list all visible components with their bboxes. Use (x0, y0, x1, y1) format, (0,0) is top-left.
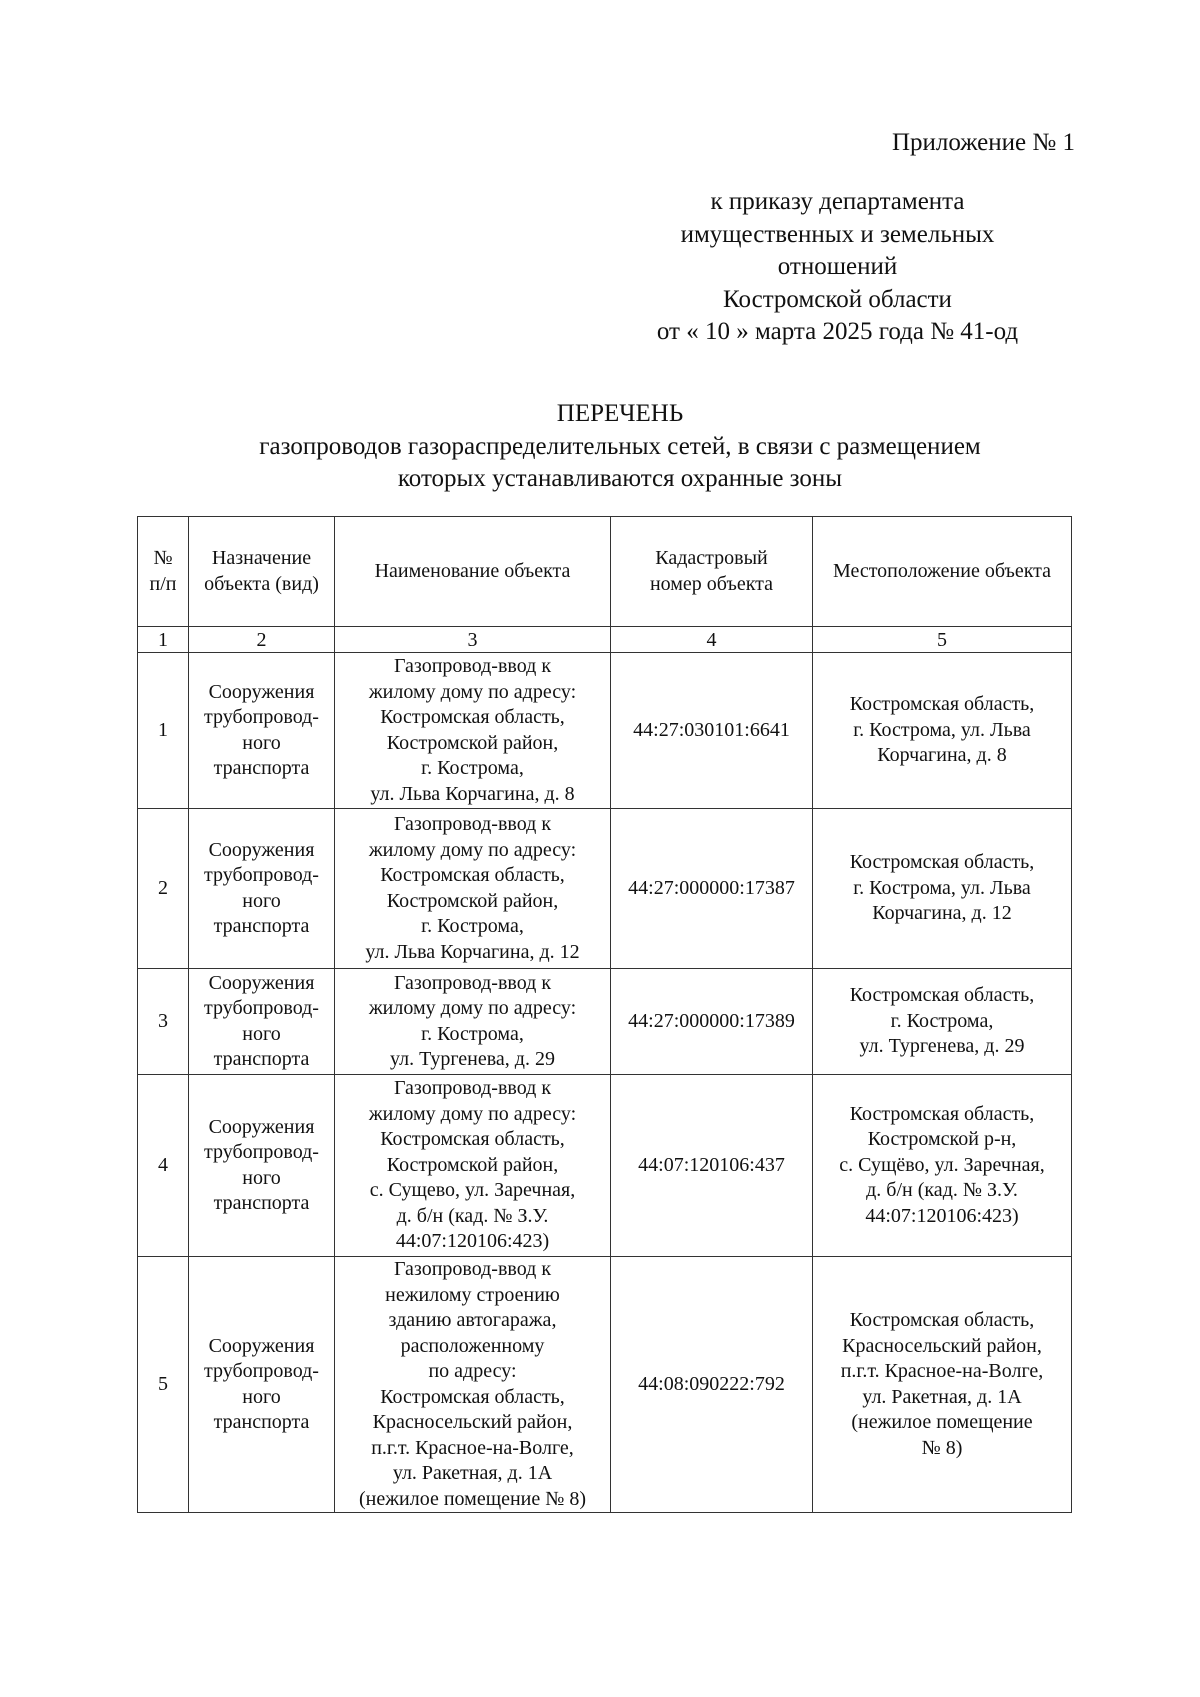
cell-line: п.г.т. Красное-на-Волге, (371, 1436, 574, 1459)
list-subtitle-line: которых устанавливаются охранные зоны (397, 465, 843, 492)
cadastral-number-cell: 44:27:000000:17387 (611, 809, 813, 969)
cell-line: Костромская область, (849, 693, 1035, 716)
cell-line: Наименование объекта (374, 559, 571, 582)
purpose-cell (189, 1257, 335, 1513)
cell-line: 44:07:120106:423) (395, 1230, 550, 1253)
cell-line: г. Кострома, (421, 915, 524, 937)
cell-line: Костромская область, (380, 1385, 565, 1408)
purpose-cell (189, 809, 335, 969)
location-cell (813, 653, 1072, 809)
column-number-cell: 4 (611, 627, 813, 653)
cell-line: трубопровод- (204, 1141, 319, 1163)
header-cell (813, 517, 1072, 627)
cell-line: Газопровод-ввод к (393, 655, 552, 677)
cell-line: Костромская область, (380, 1128, 565, 1151)
cell-line: г. Кострома, (421, 1022, 524, 1045)
cell-line: Костромской район, (386, 889, 559, 912)
cell-line: Сооружения (208, 1334, 315, 1357)
cell-line: трубопровод- (204, 1360, 319, 1382)
cell-line: Костромской район, (386, 731, 559, 754)
cell-line: ул. Ракетная, д. 1А (392, 1462, 553, 1484)
cell-line: Газопровод-ввод к (393, 1077, 552, 1100)
object-name-cell (335, 1075, 611, 1257)
column-number-row (138, 627, 1072, 653)
list-heading (0, 398, 1200, 496)
cell-line: ного (242, 731, 281, 754)
order-line: имущественных и земельных (680, 220, 995, 248)
cell-line: Кадастровый (655, 547, 768, 569)
cell-line: (нежилое помещение № 8) (358, 1487, 587, 1510)
cell-line: жилому дому по адресу: (368, 680, 577, 703)
appendix-title: Приложение № 1 (891, 129, 1075, 156)
cell-line: Местоположение объекта (832, 559, 1052, 582)
location-cell (813, 1257, 1072, 1513)
cell-line: транспорта (213, 1192, 310, 1214)
cell-line: Назначение (211, 547, 312, 569)
cell-line: трубопровод- (204, 706, 319, 728)
cell-line: Костромской район, (386, 1153, 559, 1176)
purpose-cell (189, 969, 335, 1075)
cell-line: ул. Льва Корчагина, д. 12 (365, 940, 580, 963)
row-number-cell: 3 (138, 969, 189, 1075)
cell-line: с. Сущёво, ул. Заречная, (839, 1153, 1045, 1176)
cell-line: Газопровод-ввод к (393, 971, 552, 994)
order-reference (600, 186, 1075, 349)
cadastral-number-cell: 44:27:000000:17389 (611, 969, 813, 1075)
table-row (138, 1257, 1072, 1513)
row-number-cell: 5 (138, 1257, 189, 1513)
cell-line: жилому дому по адресу: (368, 838, 577, 861)
location-cell (813, 809, 1072, 969)
cell-line: п.г.т. Красное-на-Волге, (840, 1360, 1044, 1382)
table-header-row (138, 517, 1072, 627)
cell-line: № 8) (921, 1436, 963, 1459)
cell-line: Костромская область, (849, 1309, 1035, 1331)
cell-line: Сооружения (208, 838, 315, 861)
cell-line: транспорта (213, 915, 310, 937)
cell-line: по адресу: (428, 1360, 517, 1382)
cell-line: ул. Ракетная, д. 1А (862, 1385, 1022, 1408)
row-number-cell: 4 (138, 1075, 189, 1257)
cell-line: ул. Тургенева, д. 29 (390, 1048, 555, 1070)
column-number-cell: 1 (138, 627, 189, 653)
order-line: к приказу департамента (710, 188, 965, 215)
table-row (138, 653, 1072, 809)
location-cell (813, 969, 1072, 1075)
cell-line: Красносельский район, (372, 1411, 573, 1433)
cell-line: зданию автогаража, (388, 1309, 557, 1331)
cell-line: жилому дому по адресу: (368, 997, 577, 1019)
cell-line: транспорта (213, 1411, 310, 1433)
cell-line: г. Кострома, (890, 1009, 994, 1032)
cell-line: № (153, 547, 173, 569)
cell-line: Сооружения (208, 680, 315, 703)
cell-line: д. б/н (кад. № З.У. (396, 1204, 549, 1227)
cell-line: Костромская область, (849, 984, 1035, 1007)
cell-line: Газопровод-ввод к (393, 1258, 552, 1280)
header-cell (138, 517, 189, 627)
cell-line: Костромская область, (849, 1102, 1035, 1125)
cell-line: Газопровод-ввод к (393, 813, 552, 835)
cell-line: Корчагина, д. 12 (872, 902, 1012, 925)
cell-line: г. Кострома, ул. Льва (853, 876, 1031, 899)
cell-line: объекта (вид) (204, 572, 319, 595)
location-cell (813, 1075, 1072, 1257)
object-name-cell (335, 809, 611, 969)
cell-line: транспорта (213, 757, 310, 779)
cell-line: трубопровод- (204, 864, 319, 886)
cell-line: д. б/н (кад. № З.У. (866, 1179, 1018, 1202)
cell-line: ул. Тургенева, д. 29 (859, 1035, 1025, 1058)
cell-line: ного (242, 1166, 281, 1189)
cell-line: с. Сущево, ул. Заречная, (369, 1179, 576, 1202)
cell-line: жилому дому по адресу: (368, 1102, 577, 1125)
order-date-line: от « 10 » марта 2025 года № 41-од (656, 318, 1019, 345)
cell-line: п/п (149, 572, 177, 595)
cell-line: ного (242, 1385, 281, 1408)
object-name-cell (335, 653, 611, 809)
cell-line: Костромская область, (380, 864, 565, 886)
cadastral-number-cell: 44:08:090222:792 (611, 1257, 813, 1513)
order-line: отношений (777, 253, 898, 280)
cell-line: ного (242, 1022, 281, 1045)
cell-line: Костромская область, (380, 706, 565, 728)
cell-line: г. Кострома, (421, 757, 524, 779)
list-subtitle-line: газопроводов газораспределительных сетей, в связи с размещением (259, 432, 981, 460)
list-title: ПЕРЕЧЕНЬ (556, 400, 684, 427)
cell-line: трубопровод- (204, 997, 319, 1019)
cell-line: ного (242, 889, 281, 912)
object-name-cell (335, 1257, 611, 1513)
purpose-cell (189, 1075, 335, 1257)
row-number-cell: 1 (138, 653, 189, 809)
gas-pipelines-table (137, 516, 1072, 1513)
cell-line: Сооружения (208, 1115, 315, 1138)
cell-line: Сооружения (208, 971, 315, 994)
row-number-cell: 2 (138, 809, 189, 969)
cadastral-number-cell: 44:27:030101:6641 (611, 653, 813, 809)
table-row (138, 1075, 1072, 1257)
table-row (138, 969, 1072, 1075)
cell-line: транспорта (213, 1048, 310, 1070)
object-name-cell (335, 969, 611, 1075)
header-cell (335, 517, 611, 627)
cell-line: Красносельский район, (842, 1334, 1042, 1357)
cell-line: Корчагина, д. 8 (877, 744, 1007, 767)
order-line: Костромской области (723, 285, 952, 313)
column-number-cell: 3 (335, 627, 611, 653)
header-cell (189, 517, 335, 627)
cell-line: 44:07:120106:423) (865, 1204, 1019, 1227)
table-row (138, 809, 1072, 969)
column-number-cell: 2 (189, 627, 335, 653)
cell-line: расположенному (400, 1334, 545, 1357)
cell-line: Костромской р-н, (867, 1128, 1017, 1151)
cell-line: номер объекта (649, 572, 774, 595)
cell-line: нежилому строению (385, 1283, 560, 1306)
purpose-cell (189, 653, 335, 809)
cell-line: (нежилое помещение (851, 1411, 1033, 1433)
column-number-cell: 5 (813, 627, 1072, 653)
cadastral-number-cell: 44:07:120106:437 (611, 1075, 813, 1257)
cell-line: Костромская область, (849, 851, 1035, 874)
cell-line: ул. Льва Корчагина, д. 8 (370, 782, 575, 805)
cell-line: г. Кострома, ул. Льва (853, 718, 1031, 741)
table-body (138, 653, 1072, 1513)
header-cell (611, 517, 813, 627)
